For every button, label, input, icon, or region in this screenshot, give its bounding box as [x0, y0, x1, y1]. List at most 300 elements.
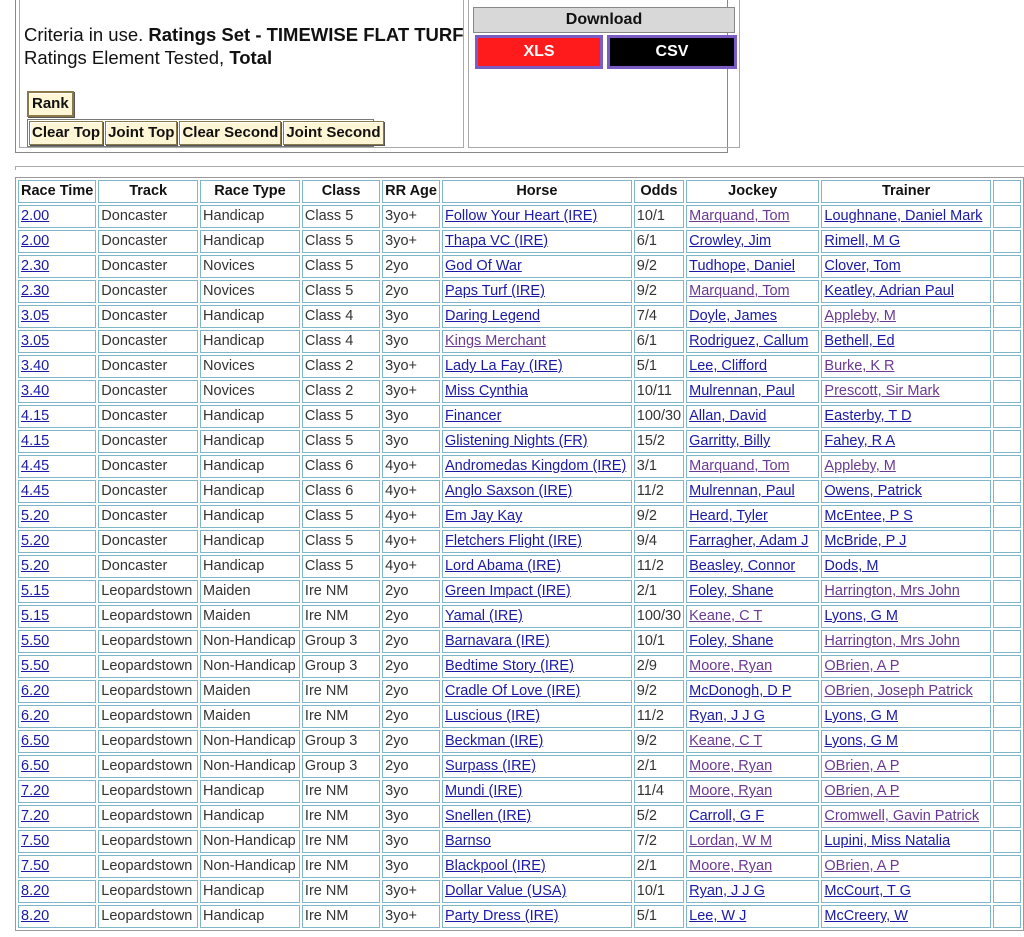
race-time-cell[interactable]: [18, 755, 96, 778]
trainer-cell[interactable]: [821, 280, 991, 303]
horse-cell[interactable]: [442, 905, 632, 928]
trainer-cell[interactable]: [821, 780, 991, 803]
race-time-cell[interactable]: [18, 730, 96, 753]
trainer-cell[interactable]: [821, 630, 991, 653]
horse-cell-link[interactable]: Cradle Of Love (IRE): [444, 683, 581, 699]
race-time-cell[interactable]: [18, 230, 96, 253]
trainer-cell-link[interactable]: Fahey, R A: [824, 433, 896, 449]
col-header-race-time[interactable]: Race Time: [18, 180, 96, 203]
trainer-cell-link[interactable]: Harrington, Mrs John: [824, 583, 960, 599]
horse-cell[interactable]: [442, 405, 632, 428]
race-time-cell[interactable]: [18, 555, 96, 578]
race-time-cell-link[interactable]: 5.15: [21, 608, 50, 624]
horse-cell[interactable]: [442, 330, 632, 353]
jockey-cell-link[interactable]: Ryan, J J G: [689, 708, 765, 724]
horse-cell-link[interactable]: Thapa VC (IRE): [444, 233, 549, 249]
jockey-cell-link[interactable]: McDonogh, D P: [689, 683, 792, 699]
class-cell: Ire NM: [302, 680, 380, 703]
jockey-cell[interactable]: [686, 905, 819, 928]
race-time-cell-link[interactable]: 7.50: [21, 858, 50, 874]
trainer-cell-link[interactable]: Lupini, Miss Natalia: [824, 833, 951, 849]
jockey-cell-link[interactable]: Lee, W J: [689, 908, 747, 924]
joint-second-button[interactable]: Joint Second: [283, 121, 383, 145]
race-time-cell[interactable]: [18, 905, 96, 928]
horse-cell-link[interactable]: Lord Abama (IRE): [444, 558, 562, 574]
jockey-cell-link[interactable]: Keane, C T: [689, 608, 763, 624]
track-cell: Doncaster: [98, 555, 198, 578]
horse-cell-link[interactable]: Mundi (IRE): [444, 783, 523, 799]
horse-cell-link[interactable]: Party Dress (IRE): [444, 908, 559, 924]
jockey-cell[interactable]: [686, 805, 819, 828]
race-time-cell[interactable]: [18, 605, 96, 628]
race-time-cell[interactable]: [18, 805, 96, 828]
race-time-cell-link[interactable]: 3.05: [21, 333, 50, 349]
race-type-cell: Novices: [200, 280, 300, 303]
criteria-info-box: [19, 0, 464, 148]
odds-cell: 2/1: [634, 755, 684, 778]
race-time-cell-link[interactable]: 6.20: [21, 683, 50, 699]
race-time-cell-link[interactable]: 8.20: [21, 908, 50, 924]
race-type-cell: Handicap: [200, 530, 300, 553]
jockey-cell-link[interactable]: Mulrennan, Paul: [689, 483, 795, 499]
horse-cell[interactable]: [442, 805, 632, 828]
trainer-cell[interactable]: [821, 330, 991, 353]
class-cell: Ire NM: [302, 880, 380, 903]
trainer-cell[interactable]: [821, 255, 991, 278]
trainer-cell-link[interactable]: Burke, K R: [824, 358, 895, 374]
track-cell: Leopardstown: [98, 630, 198, 653]
race-time-cell[interactable]: [18, 380, 96, 403]
clear-top-button[interactable]: Clear Top: [29, 121, 103, 145]
horse-cell-link[interactable]: Yamal (IRE): [444, 608, 523, 624]
trainer-cell[interactable]: [821, 855, 991, 878]
race-time-cell-link[interactable]: 5.50: [21, 633, 50, 649]
col-header-track[interactable]: Track: [98, 180, 198, 203]
jockey-cell[interactable]: [686, 380, 819, 403]
jockey-cell-link[interactable]: Moore, Ryan: [689, 758, 773, 774]
trainer-cell[interactable]: [821, 455, 991, 478]
horse-cell-link[interactable]: Dollar Value (USA): [444, 883, 567, 899]
jockey-cell-link[interactable]: Farragher, Adam J: [689, 533, 809, 549]
jockey-cell[interactable]: [686, 330, 819, 353]
col-header-class[interactable]: Class: [302, 180, 380, 203]
trainer-cell-link[interactable]: OBrien, A P: [824, 658, 900, 674]
cut-off-cell: [993, 580, 1021, 603]
odds-cell: 10/1: [634, 880, 684, 903]
jockey-cell[interactable]: [686, 580, 819, 603]
jockey-cell[interactable]: [686, 830, 819, 853]
race-time-cell[interactable]: [18, 330, 96, 353]
cut-off-cell: [993, 305, 1021, 328]
trainer-cell-link[interactable]: Appleby, M: [824, 308, 896, 324]
jockey-cell[interactable]: [686, 680, 819, 703]
race-time-cell[interactable]: [18, 780, 96, 803]
jockey-cell[interactable]: [686, 855, 819, 878]
cut-off-cell: [993, 330, 1021, 353]
trainer-cell-link[interactable]: McBride, P J: [824, 533, 907, 549]
table-row: [18, 280, 1021, 303]
col-header-jockey[interactable]: Jockey: [686, 180, 819, 203]
jockey-cell[interactable]: [686, 480, 819, 503]
horse-cell[interactable]: [442, 630, 632, 653]
jockey-cell-link[interactable]: Carroll, G F: [689, 808, 765, 824]
odds-cell: 100/30: [634, 605, 684, 628]
xls-download-button[interactable]: XLS: [475, 35, 603, 69]
rr-age-cell: 3yo+: [382, 880, 440, 903]
trainer-cell[interactable]: [821, 355, 991, 378]
race-time-cell[interactable]: [18, 430, 96, 453]
horse-cell-link[interactable]: Barnavara (IRE): [444, 633, 550, 649]
trainer-cell[interactable]: [821, 430, 991, 453]
race-time-cell-link[interactable]: 5.20: [21, 533, 50, 549]
horse-cell[interactable]: [442, 605, 632, 628]
trainer-cell-link[interactable]: Cromwell, Gavin Patrick: [824, 808, 980, 824]
race-time-cell-link[interactable]: 2.30: [21, 258, 50, 274]
race-time-cell[interactable]: [18, 205, 96, 228]
trainer-cell-link[interactable]: McCreery, W: [824, 908, 908, 924]
race-time-cell[interactable]: [18, 505, 96, 528]
trainer-cell-link[interactable]: Lyons, G M: [824, 608, 899, 624]
horse-cell[interactable]: [442, 680, 632, 703]
horse-cell[interactable]: [442, 555, 632, 578]
jockey-cell[interactable]: [686, 755, 819, 778]
jockey-cell-link[interactable]: Moore, Ryan: [689, 783, 773, 799]
race-time-cell-link[interactable]: 8.20: [21, 883, 50, 899]
jockey-cell-link[interactable]: Lee, Clifford: [689, 358, 768, 374]
trainer-cell-link[interactable]: OBrien, A P: [824, 783, 900, 799]
horse-cell-link[interactable]: Follow Your Heart (IRE): [444, 208, 598, 224]
horse-cell-link[interactable]: Em Jay Kay: [444, 508, 523, 524]
jockey-cell-link[interactable]: Ryan, J J G: [689, 883, 765, 899]
trainer-cell-link[interactable]: McEntee, P S: [824, 508, 913, 524]
race-time-cell[interactable]: [18, 405, 96, 428]
trainer-cell-link[interactable]: Owens, Patrick: [824, 483, 922, 499]
race-time-cell-link[interactable]: 7.20: [21, 783, 50, 799]
race-time-cell[interactable]: [18, 355, 96, 378]
criteria-prefix: Criteria in use.: [24, 24, 149, 45]
jockey-cell[interactable]: [686, 205, 819, 228]
jockey-cell[interactable]: [686, 405, 819, 428]
odds-cell: 11/2: [634, 555, 684, 578]
race-time-cell[interactable]: [18, 680, 96, 703]
rr-age-cell: 2yo: [382, 705, 440, 728]
track-cell: Leopardstown: [98, 880, 198, 903]
rr-age-cell: 3yo: [382, 855, 440, 878]
trainer-cell-link[interactable]: Prescott, Sir Mark: [824, 383, 940, 399]
trainer-cell-link[interactable]: OBrien, Joseph Patrick: [824, 683, 973, 699]
jockey-cell-link[interactable]: Foley, Shane: [689, 633, 774, 649]
trainer-cell-link[interactable]: Appleby, M: [824, 458, 896, 474]
jockey-cell-link[interactable]: Foley, Shane: [689, 583, 774, 599]
trainer-cell-link[interactable]: McCourt, T G: [824, 883, 911, 899]
race-time-cell-link[interactable]: 4.15: [21, 433, 50, 449]
jockey-cell[interactable]: [686, 880, 819, 903]
trainer-cell[interactable]: [821, 655, 991, 678]
odds-cell: 9/2: [634, 255, 684, 278]
col-header-horse[interactable]: Horse: [442, 180, 632, 203]
race-type-cell: Non-Handicap: [200, 730, 300, 753]
race-type-cell: Handicap: [200, 405, 300, 428]
trainer-cell[interactable]: [821, 480, 991, 503]
race-time-cell-link[interactable]: 5.15: [21, 583, 50, 599]
cut-off-cell: [993, 380, 1021, 403]
odds-cell: 10/1: [634, 630, 684, 653]
trainer-cell-link[interactable]: Loughnane, Daniel Mark: [824, 208, 983, 224]
horse-cell-link[interactable]: Bedtime Story (IRE): [444, 658, 574, 674]
horse-cell[interactable]: [442, 730, 632, 753]
horse-cell-link[interactable]: Daring Legend: [444, 308, 541, 324]
horse-cell[interactable]: [442, 830, 632, 853]
horse-cell[interactable]: [442, 855, 632, 878]
trainer-cell[interactable]: [821, 205, 991, 228]
race-type-cell: Non-Handicap: [200, 830, 300, 853]
jockey-cell-link[interactable]: Lordan, W M: [689, 833, 773, 849]
trainer-cell-link[interactable]: Harrington, Mrs John: [824, 633, 960, 649]
horse-cell[interactable]: [442, 280, 632, 303]
horse-cell-link[interactable]: Barnso: [444, 833, 491, 849]
track-cell: Doncaster: [98, 430, 198, 453]
race-time-cell-link[interactable]: 7.50: [21, 833, 50, 849]
race-type-cell: Handicap: [200, 780, 300, 803]
horse-cell-link[interactable]: God Of War: [444, 258, 522, 274]
race-time-cell-link[interactable]: 2.00: [21, 233, 50, 249]
race-time-cell[interactable]: [18, 530, 96, 553]
horse-cell[interactable]: [442, 205, 632, 228]
col-header-trainer[interactable]: Trainer: [821, 180, 991, 203]
jockey-cell[interactable]: [686, 705, 819, 728]
jockey-cell-link[interactable]: Allan, David: [689, 408, 767, 424]
horse-cell[interactable]: [442, 355, 632, 378]
track-cell: Leopardstown: [98, 655, 198, 678]
race-type-cell: Handicap: [200, 480, 300, 503]
trainer-cell-link[interactable]: OBrien, A P: [824, 858, 900, 874]
horse-cell[interactable]: [442, 305, 632, 328]
trainer-cell[interactable]: [821, 380, 991, 403]
trainer-cell[interactable]: [821, 880, 991, 903]
race-time-cell[interactable]: [18, 630, 96, 653]
horse-cell-link[interactable]: Miss Cynthia: [444, 383, 528, 399]
jockey-cell-link[interactable]: Mulrennan, Paul: [689, 383, 795, 399]
col-header-odds[interactable]: Odds: [634, 180, 684, 203]
trainer-cell-link[interactable]: Clover, Tom: [824, 258, 901, 274]
jockey-cell[interactable]: [686, 730, 819, 753]
horse-cell[interactable]: [442, 380, 632, 403]
horse-cell[interactable]: [442, 655, 632, 678]
class-cell: Ire NM: [302, 580, 380, 603]
trainer-cell-link[interactable]: Rimell, M G: [824, 233, 901, 249]
race-time-cell-link[interactable]: 5.20: [21, 558, 50, 574]
horse-cell[interactable]: [442, 580, 632, 603]
horse-cell-link[interactable]: Andromedas Kingdom (IRE): [444, 458, 627, 474]
race-type-cell: Handicap: [200, 505, 300, 528]
jockey-cell[interactable]: [686, 430, 819, 453]
horse-cell[interactable]: [442, 880, 632, 903]
race-time-cell-link[interactable]: 5.20: [21, 508, 50, 524]
class-cell: Ire NM: [302, 855, 380, 878]
clear-second-button[interactable]: Clear Second: [179, 121, 281, 145]
class-cell: Ire NM: [302, 705, 380, 728]
race-time-cell[interactable]: [18, 480, 96, 503]
class-cell: Group 3: [302, 755, 380, 778]
jockey-cell-link[interactable]: Moore, Ryan: [689, 858, 773, 874]
jockey-cell[interactable]: [686, 280, 819, 303]
track-cell: Doncaster: [98, 230, 198, 253]
horse-cell-link[interactable]: Beckman (IRE): [444, 733, 544, 749]
horse-cell-link[interactable]: Green Impact (IRE): [444, 583, 571, 599]
odds-cell: 9/2: [634, 730, 684, 753]
race-time-cell-link[interactable]: 2.30: [21, 283, 50, 299]
race-time-cell-link[interactable]: 7.20: [21, 808, 50, 824]
race-time-cell-link[interactable]: 4.45: [21, 483, 50, 499]
jockey-cell[interactable]: [686, 780, 819, 803]
horse-cell-link[interactable]: Glistening Nights (FR): [444, 433, 588, 449]
joint-top-button[interactable]: Joint Top: [105, 121, 177, 145]
trainer-cell[interactable]: [821, 755, 991, 778]
race-time-cell[interactable]: [18, 255, 96, 278]
horse-cell[interactable]: [442, 455, 632, 478]
jockey-cell[interactable]: [686, 655, 819, 678]
race-time-cell-link[interactable]: 4.45: [21, 458, 50, 474]
jockey-cell-link[interactable]: Marquand, Tom: [689, 283, 790, 299]
horse-cell-link[interactable]: Paps Turf (IRE): [444, 283, 545, 299]
race-time-cell-link[interactable]: 5.50: [21, 658, 50, 674]
horse-cell-link[interactable]: Surpass (IRE): [444, 758, 537, 774]
race-time-cell[interactable]: [18, 880, 96, 903]
class-cell: Class 5: [302, 405, 380, 428]
race-time-cell[interactable]: [18, 305, 96, 328]
race-type-cell: Novices: [200, 255, 300, 278]
race-type-cell: Handicap: [200, 455, 300, 478]
trainer-cell[interactable]: [821, 555, 991, 578]
race-time-cell[interactable]: [18, 580, 96, 603]
race-time-cell[interactable]: [18, 655, 96, 678]
race-time-cell[interactable]: [18, 705, 96, 728]
trainer-cell-link[interactable]: Bethell, Ed: [824, 333, 895, 349]
horse-cell-link[interactable]: Kings Merchant: [444, 333, 546, 349]
jockey-cell[interactable]: [686, 230, 819, 253]
table-header-row: [18, 180, 1021, 203]
race-time-cell-link[interactable]: 6.50: [21, 758, 50, 774]
class-cell: Group 3: [302, 730, 380, 753]
jockey-cell-link[interactable]: Tudhope, Daniel: [689, 258, 795, 274]
horse-cell[interactable]: [442, 505, 632, 528]
jockey-cell[interactable]: [686, 605, 819, 628]
jockey-cell-link[interactable]: Keane, C T: [689, 733, 763, 749]
race-time-cell-link[interactable]: 3.40: [21, 358, 50, 374]
jockey-cell-link[interactable]: Crowley, Jim: [689, 233, 772, 249]
horse-cell[interactable]: [442, 430, 632, 453]
trainer-cell-link[interactable]: Lyons, G M: [824, 708, 899, 724]
trainer-cell[interactable]: [821, 405, 991, 428]
race-time-cell-link[interactable]: 6.20: [21, 708, 50, 724]
trainer-cell-link[interactable]: Keatley, Adrian Paul: [824, 283, 954, 299]
horse-cell-link[interactable]: Financer: [444, 408, 502, 424]
jockey-cell-link[interactable]: Moore, Ryan: [689, 658, 773, 674]
jockey-cell-link[interactable]: Beasley, Connor: [689, 558, 796, 574]
race-time-cell-link[interactable]: 6.50: [21, 733, 50, 749]
horse-cell-link[interactable]: Lady La Fay (IRE): [444, 358, 563, 374]
odds-cell: 2/1: [634, 580, 684, 603]
jockey-cell[interactable]: [686, 630, 819, 653]
horse-cell-link[interactable]: Blackpool (IRE): [444, 858, 546, 874]
trainer-cell[interactable]: [821, 605, 991, 628]
jockey-cell[interactable]: [686, 505, 819, 528]
jockey-cell-link[interactable]: Doyle, James: [689, 308, 777, 324]
horse-cell-link[interactable]: Fletchers Flight (IRE): [444, 533, 582, 549]
race-time-cell-link[interactable]: 4.15: [21, 408, 50, 424]
horse-cell-link[interactable]: Snellen (IRE): [444, 808, 532, 824]
rank-button[interactable]: Rank: [27, 91, 74, 117]
race-type-cell: Handicap: [200, 905, 300, 928]
horse-cell[interactable]: [442, 230, 632, 253]
horse-cell[interactable]: [442, 255, 632, 278]
trainer-cell[interactable]: [821, 730, 991, 753]
rr-age-cell: 2yo: [382, 280, 440, 303]
race-time-cell-link[interactable]: 2.00: [21, 208, 50, 224]
trainer-cell[interactable]: [821, 530, 991, 553]
trainer-cell[interactable]: [821, 905, 991, 928]
class-cell: Class 5: [302, 505, 380, 528]
horse-cell[interactable]: [442, 705, 632, 728]
trainer-cell-link[interactable]: Dods, M: [824, 558, 879, 574]
trainer-cell[interactable]: [821, 305, 991, 328]
horse-cell[interactable]: [442, 755, 632, 778]
trainer-cell[interactable]: [821, 805, 991, 828]
horse-cell[interactable]: [442, 780, 632, 803]
horse-cell-link[interactable]: Anglo Saxson (IRE): [444, 483, 573, 499]
col-header-rr-age[interactable]: RR Age: [382, 180, 440, 203]
jockey-cell-link[interactable]: Garritty, Billy: [689, 433, 771, 449]
trainer-cell[interactable]: [821, 230, 991, 253]
jockey-cell-link[interactable]: Marquand, Tom: [689, 458, 790, 474]
jockey-cell[interactable]: [686, 530, 819, 553]
jockey-cell[interactable]: [686, 305, 819, 328]
trainer-cell[interactable]: [821, 505, 991, 528]
trainer-cell[interactable]: [821, 680, 991, 703]
race-time-cell-link[interactable]: 3.40: [21, 383, 50, 399]
csv-download-button[interactable]: CSV: [607, 35, 737, 69]
jockey-cell[interactable]: [686, 455, 819, 478]
jockey-cell-link[interactable]: Heard, Tyler: [689, 508, 768, 524]
criteria-panel: [15, 0, 728, 153]
horse-cell[interactable]: [442, 530, 632, 553]
race-time-cell-link[interactable]: 3.05: [21, 308, 50, 324]
jockey-cell-link[interactable]: Rodriguez, Callum: [689, 333, 809, 349]
trainer-cell-link[interactable]: OBrien, A P: [824, 758, 900, 774]
trainer-cell[interactable]: [821, 830, 991, 853]
race-time-cell[interactable]: [18, 855, 96, 878]
table-row: [18, 855, 1021, 878]
jockey-cell[interactable]: [686, 555, 819, 578]
horse-cell[interactable]: [442, 480, 632, 503]
col-header-race-type[interactable]: Race Type: [200, 180, 300, 203]
table-row: [18, 205, 1021, 228]
jockey-cell[interactable]: [686, 355, 819, 378]
trainer-cell[interactable]: [821, 580, 991, 603]
rr-age-cell: 2yo: [382, 680, 440, 703]
horse-cell-link[interactable]: Luscious (IRE): [444, 708, 541, 724]
trainer-cell[interactable]: [821, 705, 991, 728]
odds-cell: 9/2: [634, 280, 684, 303]
race-time-cell[interactable]: [18, 455, 96, 478]
trainer-cell-link[interactable]: Lyons, G M: [824, 733, 899, 749]
race-time-cell[interactable]: [18, 280, 96, 303]
trainer-cell-link[interactable]: Easterby, T D: [824, 408, 912, 424]
race-time-cell[interactable]: [18, 830, 96, 853]
jockey-cell[interactable]: [686, 255, 819, 278]
odds-cell: 9/2: [634, 680, 684, 703]
jockey-cell-link[interactable]: Marquand, Tom: [689, 208, 790, 224]
